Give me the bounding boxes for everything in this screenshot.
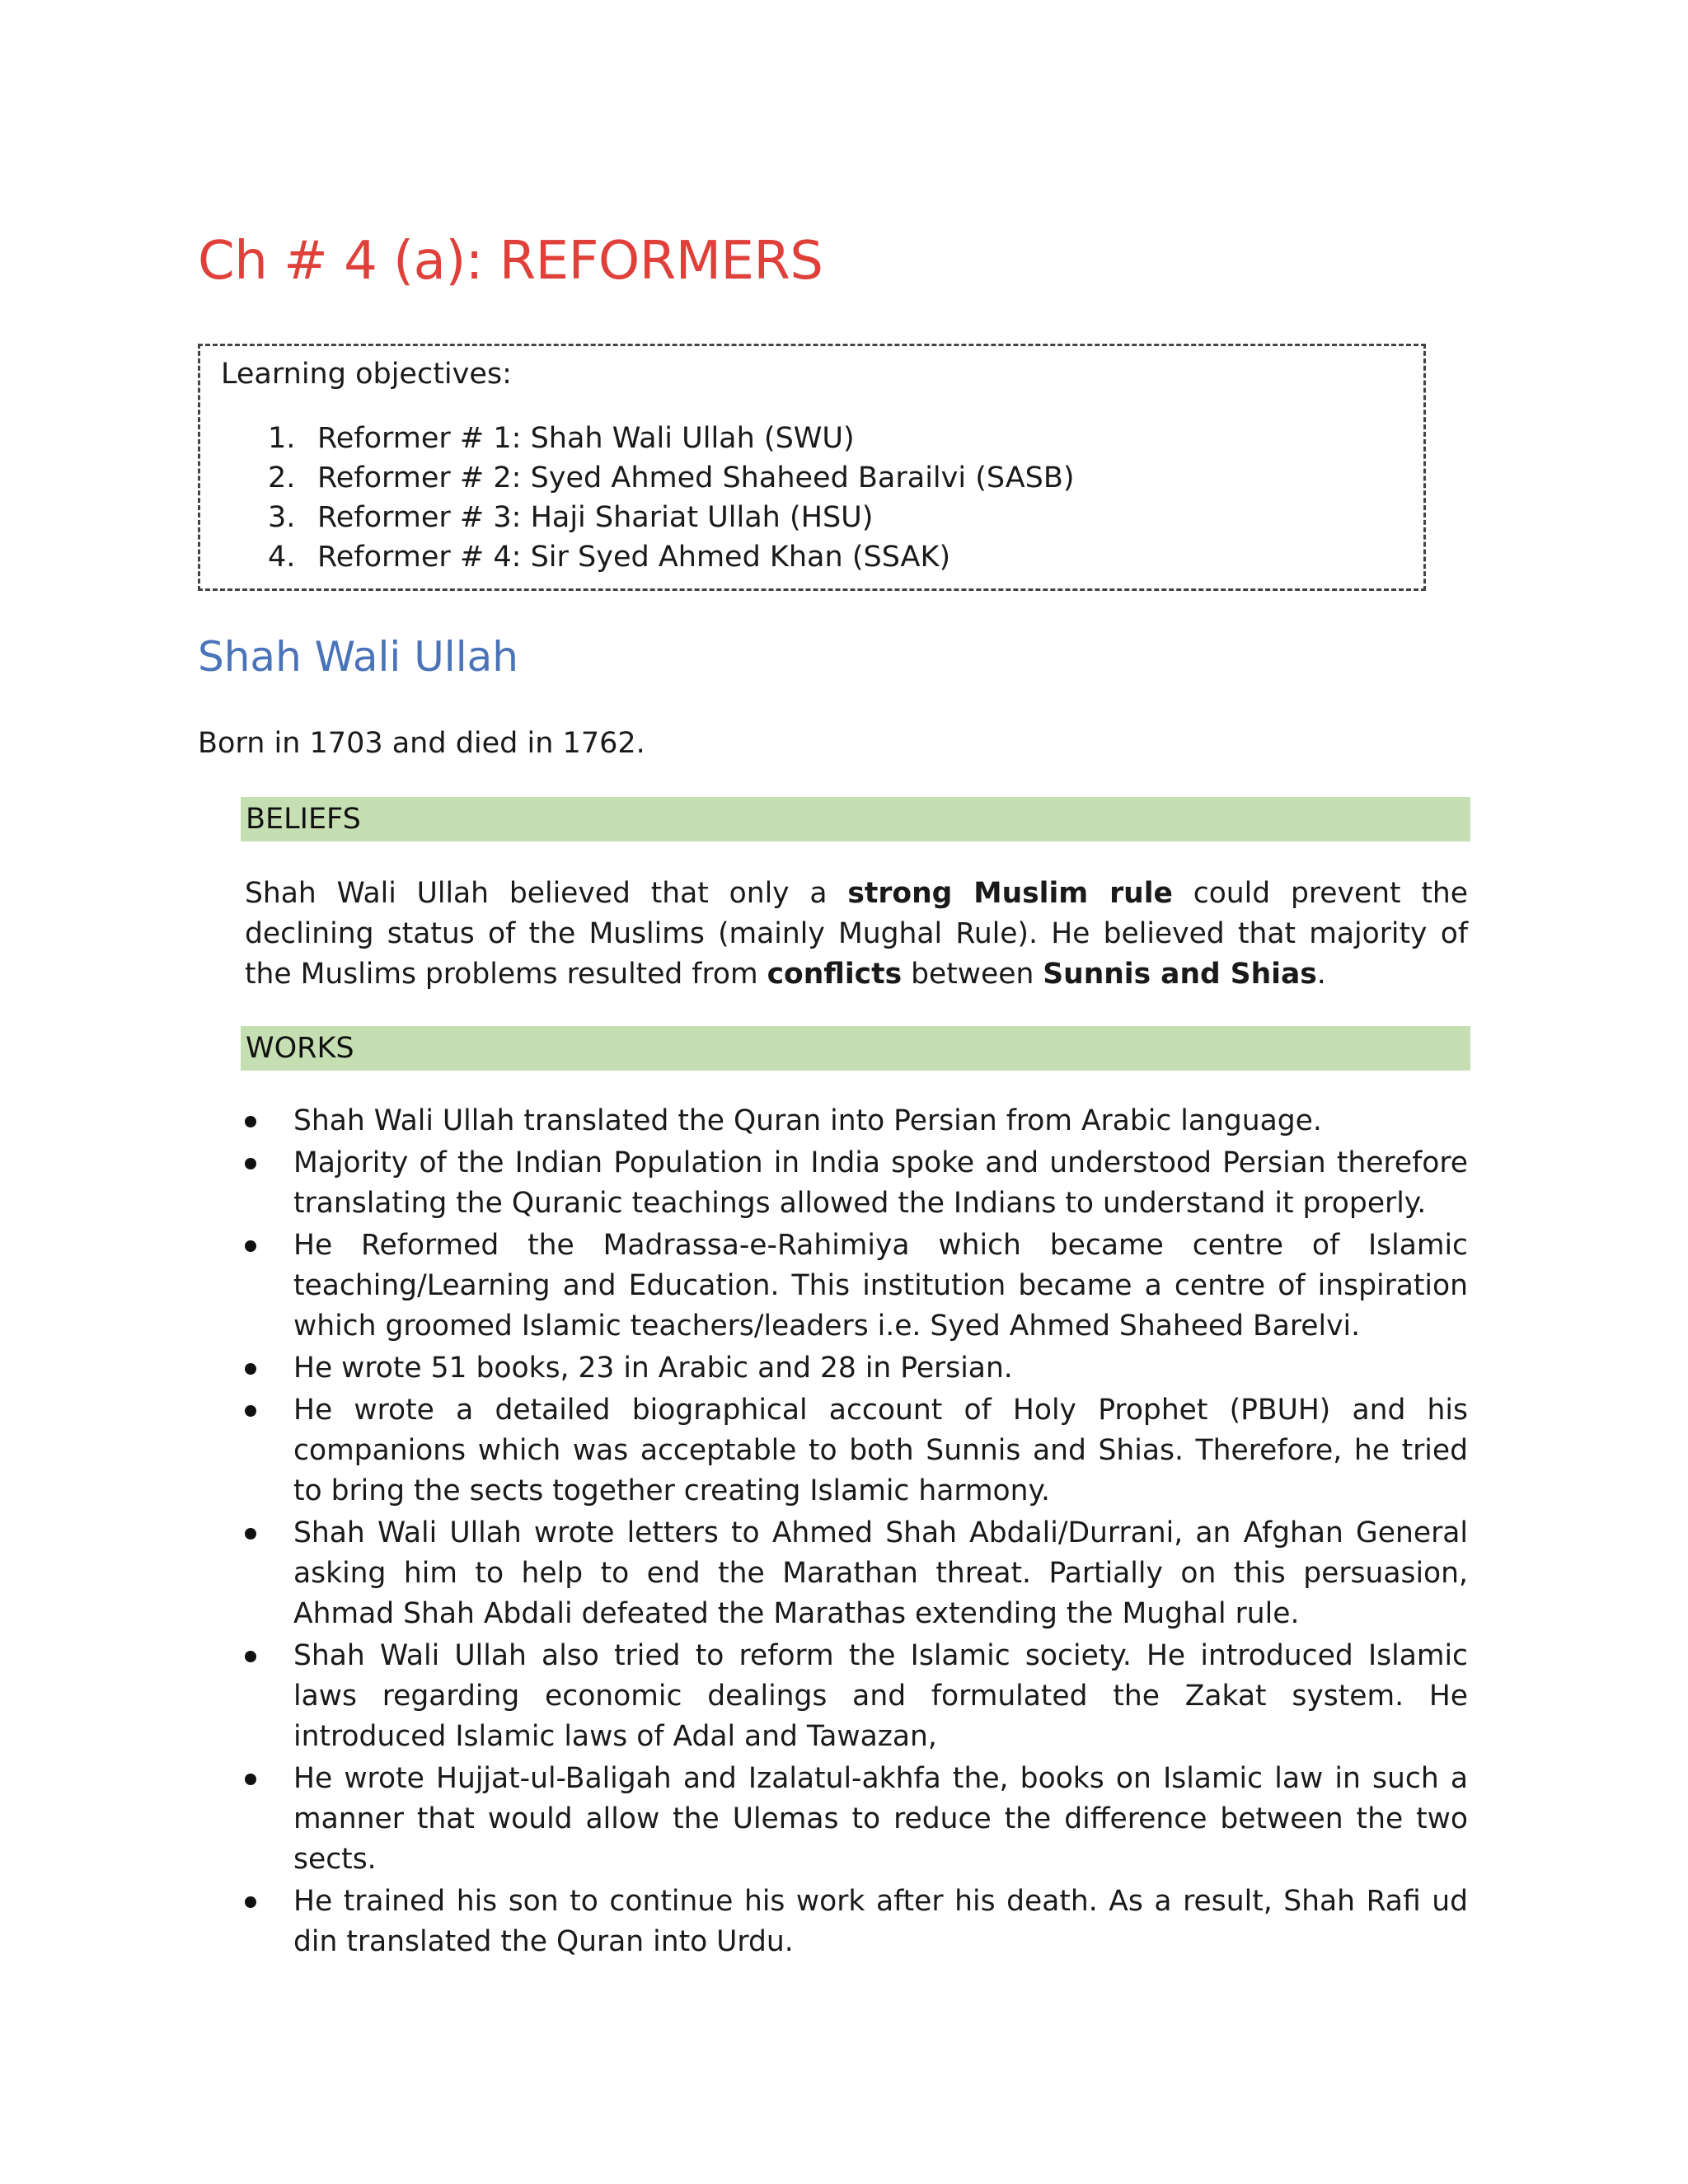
bullet-icon <box>245 1528 256 1540</box>
beliefs-text: could prevent the declining status of the Muslims (mainly Mughal Rule). He believed that majority of the Muslims problems resulted from <box>245 877 1468 991</box>
objective-text: Reformer # 2: Syed Ahmed Shaheed Barailvi (SASB) <box>317 462 1075 494</box>
works-list <box>0 1101 1468 1964</box>
beliefs-text: . <box>1316 958 1326 991</box>
bullet-icon <box>245 1116 256 1127</box>
objective-text: Reformer # 1: Shah Wali Ullah (SWU) <box>317 422 855 455</box>
bullet-icon <box>245 1405 256 1417</box>
beliefs-heading-band <box>241 797 1470 841</box>
objective-number: 2. <box>268 462 296 494</box>
works-item-text: He Reformed the Madrassa-e-Rahimiya which became centre of Islamic teaching/Learning and Education. This institution became a centre of inspiration which groomed Islamic teachers/leaders i.e. Syed Ahmed Shaheed Barelvi. <box>293 1229 1468 1343</box>
works-item-text: Shah Wali Ullah translated the Quran into Persian from Arabic language. <box>293 1104 1322 1137</box>
bullet-icon <box>245 1158 256 1169</box>
bullet-icon <box>245 1651 256 1662</box>
works-item <box>0 1636 1468 1757</box>
works-item <box>0 1390 1468 1511</box>
works-item <box>0 1348 1468 1389</box>
objective-text: Reformer # 4: Sir Syed Ahmed Khan (SSAK) <box>317 541 951 574</box>
bullet-icon <box>245 1896 256 1908</box>
works-item <box>0 1882 1468 1962</box>
objective-text: Reformer # 3: Haji Shariat Ullah (HSU) <box>317 501 874 534</box>
works-item <box>0 1513 1468 1634</box>
works-item-text: He wrote a detailed biographical account of Holy Prophet (PBUH) and his companions which was acceptable to both Sunnis and Shias. Therefore, he tried to bring the sects together creating Islamic harmony. <box>293 1394 1468 1507</box>
works-item-text: He wrote Hujjat-ul-Baligah and Izalatul-akhfa the, books on Islamic law in such a manner that would allow the Ulemas to reduce the difference between the two sects. <box>293 1762 1468 1876</box>
beliefs-emphasis: strong Muslim rule <box>847 877 1173 910</box>
works-heading-band <box>241 1026 1470 1071</box>
works-item-text: Shah Wali Ullah wrote letters to Ahmed Shah Abdali/Durrani, an Afghan General asking him to help to end the Marathan threat. Partially on this persuasion, Ahmad Shah Abdali defeated the Marathas extending the Mughal rule. <box>293 1516 1468 1630</box>
beliefs-text: Shah Wali Ullah believed that only a <box>245 877 848 910</box>
learning-objectives-box <box>198 344 1426 591</box>
objectives-heading: Learning objectives: <box>221 358 512 391</box>
objective-number: 4. <box>268 541 296 574</box>
bullet-icon <box>245 1363 256 1375</box>
works-heading: WORKS <box>246 1032 354 1065</box>
beliefs-heading: BELIEFS <box>246 803 361 836</box>
objective-number: 1. <box>268 422 296 455</box>
works-item-text: He trained his son to continue his work after his death. As a result, Shah Rafi ud din translated the Quran into Urdu. <box>293 1885 1468 1958</box>
bullet-icon <box>245 1774 256 1785</box>
works-item-text: Majority of the Indian Population in India spoke and understood Persian therefore translating the Quranic teachings allowed the Indians to understand it properly. <box>293 1146 1468 1220</box>
beliefs-emphasis: conflicts <box>767 958 903 991</box>
beliefs-emphasis: Sunnis and Shias <box>1043 958 1317 991</box>
works-item-text: Shah Wali Ullah also tried to reform the Islamic society. He introduced Islamic laws regarding economic dealings and formulated the Zakat system. He introduced Islamic laws of Adal and Tawazan, <box>293 1639 1468 1753</box>
beliefs-paragraph <box>245 874 1468 995</box>
works-item <box>0 1101 1468 1141</box>
works-item <box>0 1143 1468 1224</box>
objective-number: 3. <box>268 501 296 534</box>
bullet-icon <box>245 1240 256 1252</box>
born-line: Born in 1703 and died in 1762. <box>198 727 645 760</box>
works-item-text: He wrote 51 books, 23 in Arabic and 28 in Persian. <box>293 1352 1013 1385</box>
chapter-title: Ch # 4 (a): REFORMERS <box>198 231 823 292</box>
section-title: Shah Wali Ullah <box>198 633 518 681</box>
works-item <box>0 1759 1468 1880</box>
works-item <box>0 1226 1468 1347</box>
beliefs-text: between <box>902 958 1043 991</box>
